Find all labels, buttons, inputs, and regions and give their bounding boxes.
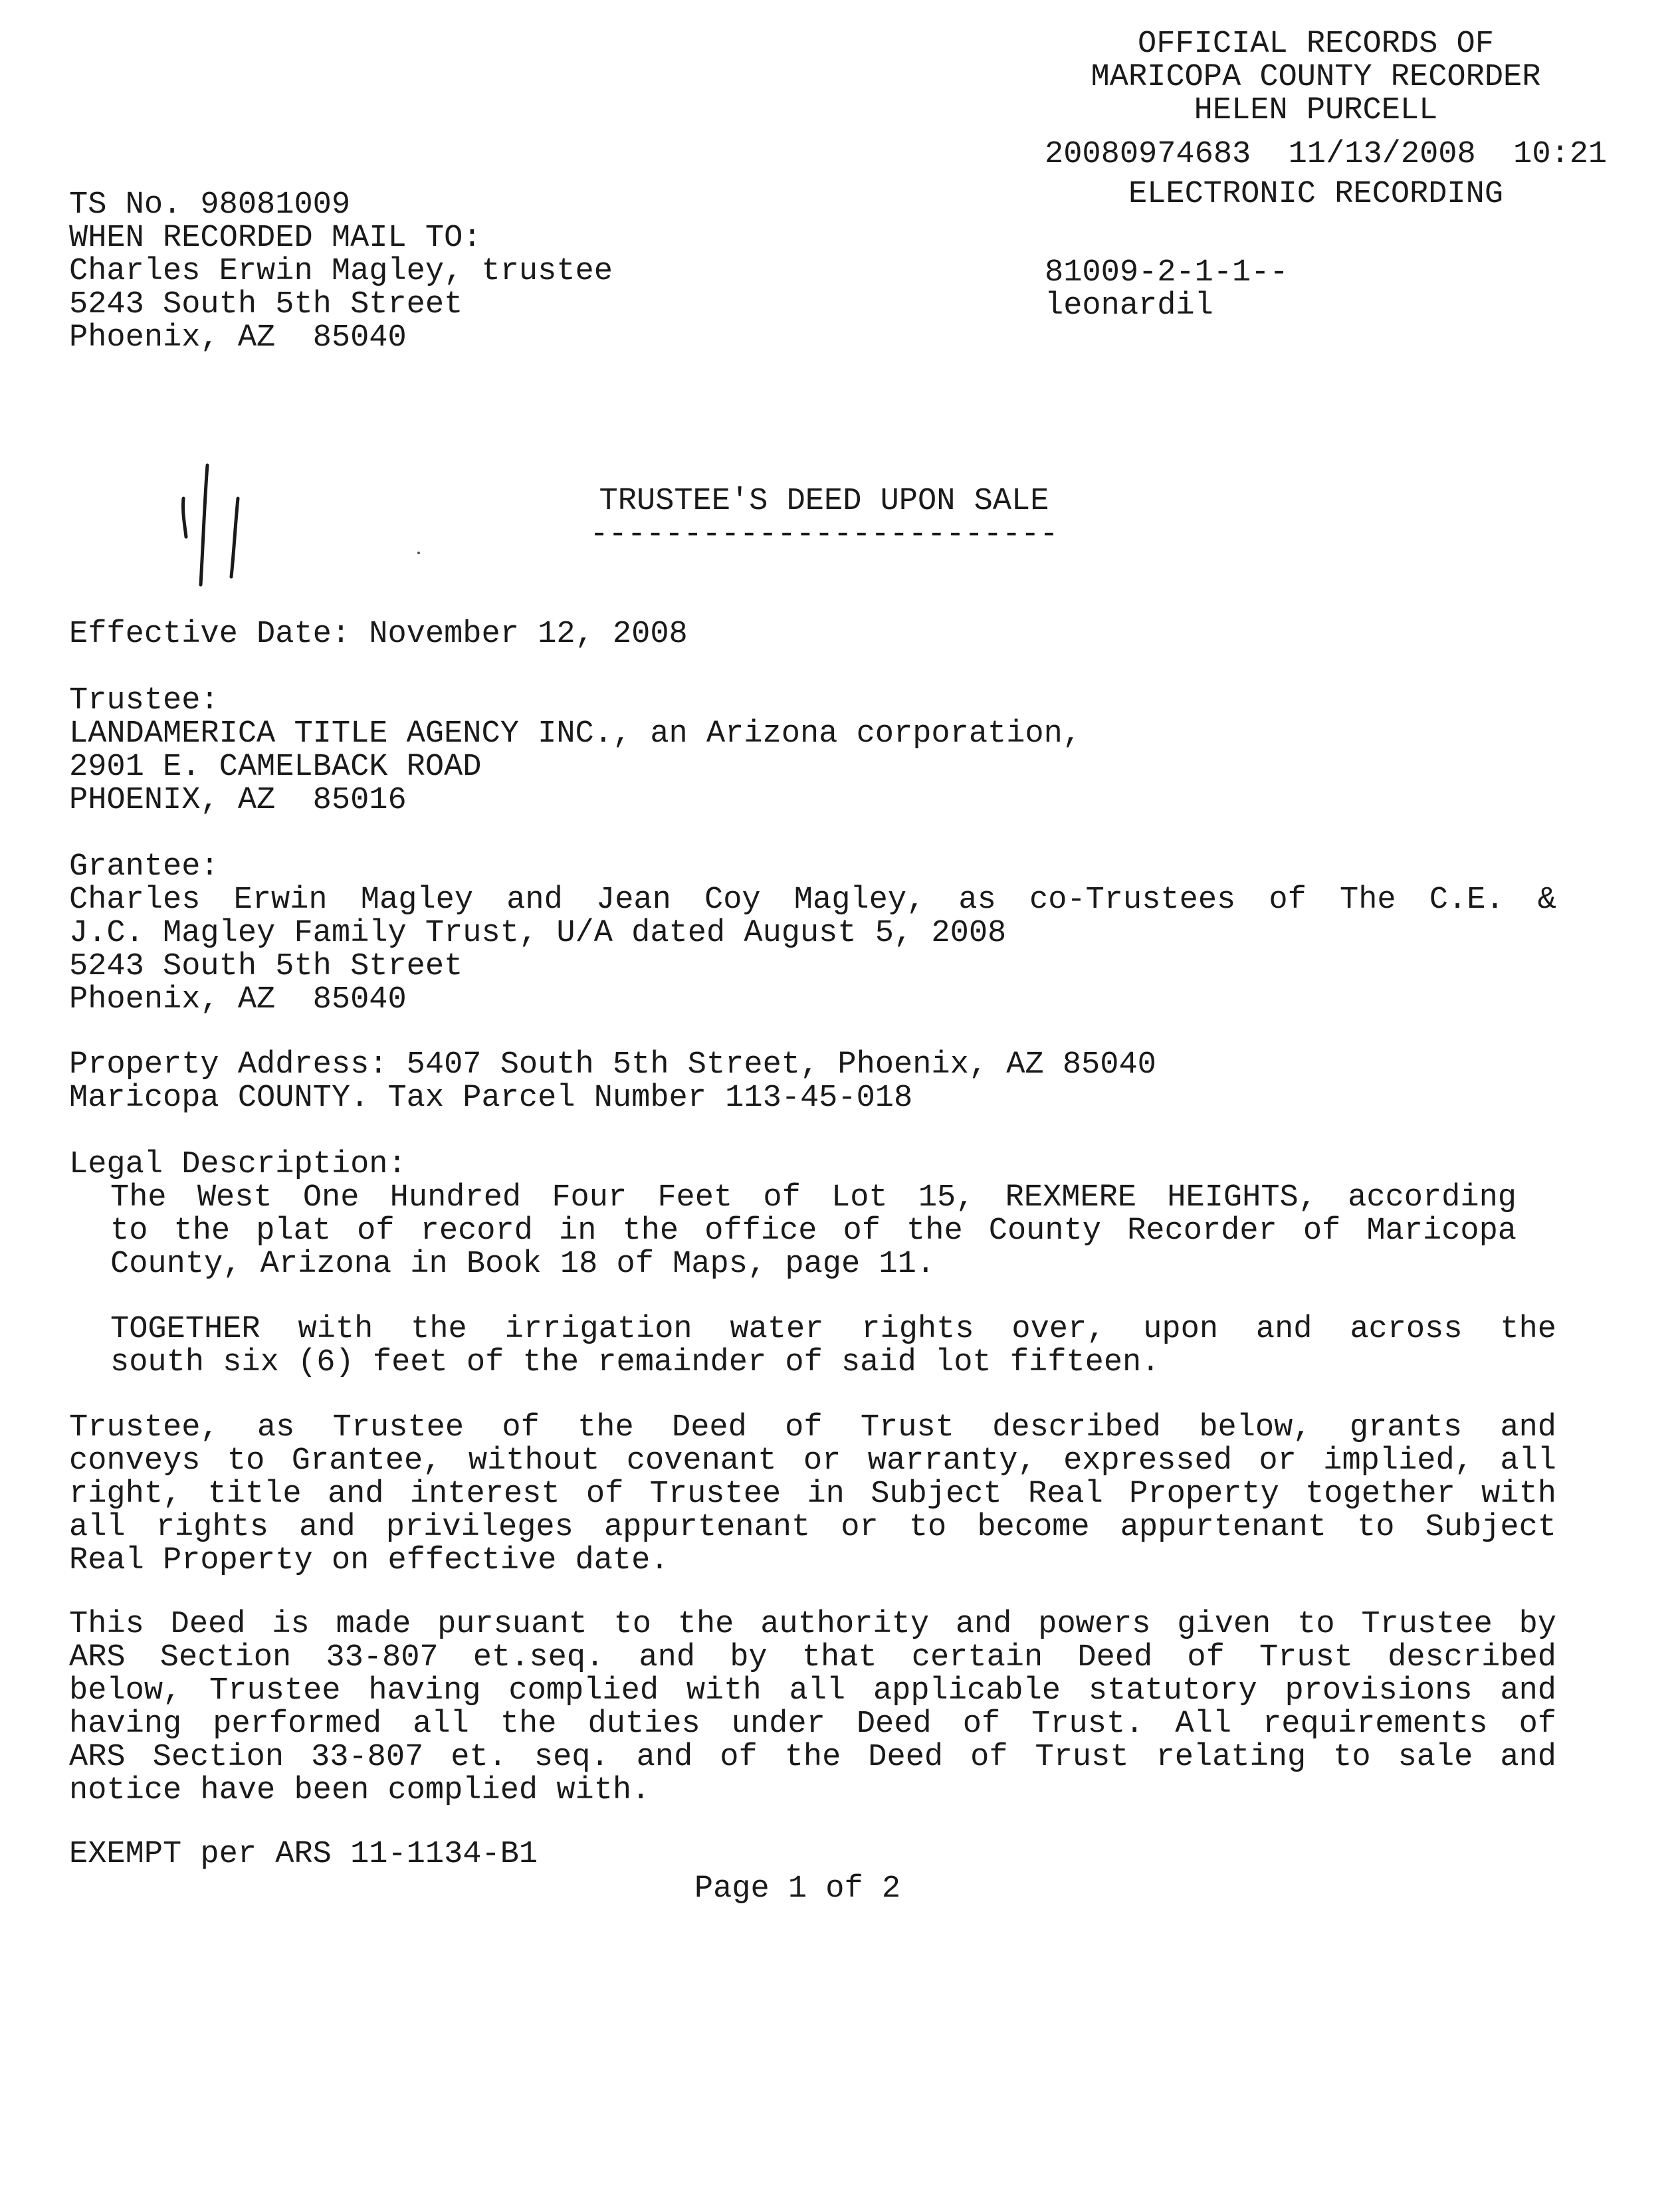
grantee-city: Phoenix, AZ 85040 <box>69 982 407 1017</box>
trustee-city: PHOENIX, AZ 85016 <box>69 783 407 818</box>
legal-description-paragraph <box>110 1182 1517 1281</box>
scan-speck <box>417 552 420 554</box>
operator-id: leonardil <box>1045 288 1213 324</box>
authority-clause <box>69 1608 1556 1808</box>
authority-clause-line: ARS Section 33-807 et.seq. and by that certain Deed of Trust described <box>69 1640 1556 1675</box>
page-indicator: Page 1 of 2 <box>694 1871 901 1907</box>
recorder-stamp-line: HELEN PURCELL <box>1194 93 1438 128</box>
authority-clause-line: This Deed is made pursuant to the authority and powers given to Trustee by <box>69 1607 1556 1642</box>
trustee-street: 2901 E. CAMELBACK ROAD <box>69 750 482 785</box>
grantee-address <box>69 950 463 1017</box>
tax-parcel: Maricopa COUNTY. Tax Parcel Number 113-45-018 <box>69 1081 913 1116</box>
legal-description-label: Legal Description: <box>69 1147 407 1182</box>
exemption-note: EXEMPT per ARS 11-1134-B1 <box>69 1837 538 1872</box>
grantee-name-line: Charles Erwin Magley and Jean Coy Magley, as co-Trustees of The C.E. & <box>69 883 1556 918</box>
trustee-label: Trustee: <box>69 683 219 718</box>
authority-clause-line: ARS Section 33-807 et. seq. and of the Deed of Trust relating to sale and <box>69 1740 1556 1775</box>
mail-to-city: Phoenix, AZ 85040 <box>69 320 407 356</box>
grant-clause-line: Trustee, as Trustee of the Deed of Trust described below, grants and <box>69 1410 1556 1445</box>
batch-code: 81009-2-1-1-- <box>1045 255 1289 290</box>
grantee-name <box>69 884 1556 950</box>
recording-number: 20080974683 11/13/2008 10:21 <box>1045 137 1608 172</box>
recorder-stamp-line: MARICOPA COUNTY RECORDER <box>1091 60 1541 95</box>
authority-clause-line: notice have been complied with. <box>69 1773 651 1808</box>
grantee-street: 5243 South 5th Street <box>69 949 463 984</box>
recording-type-label: ELECTRONIC RECORDING <box>1128 177 1504 212</box>
title-underline: ------------------------- <box>589 517 1059 552</box>
legal-description-line: County, Arizona in Book 18 of Maps, page 11. <box>110 1247 936 1282</box>
trustee-name: LANDAMERICA TITLE AGENCY INC., an Arizona corporation, <box>69 716 1082 752</box>
ts-number: TS No. 98081009 <box>69 187 351 223</box>
grant-clause-line: all rights and privileges appurtenant or to become appurtenant to Subject <box>69 1510 1556 1545</box>
handwritten-initials <box>174 392 254 625</box>
grantee-name-line: J.C. Magley Family Trust, U/A dated August 5, 2008 <box>69 916 1007 951</box>
grant-clause-line: Real Property on effective date. <box>69 1543 669 1578</box>
authority-clause-line: below, Trustee having complied with all applicable statutory provisions and <box>69 1673 1556 1709</box>
document-title-block <box>492 485 1156 552</box>
mail-to-heading: WHEN RECORDED MAIL TO: <box>69 221 482 256</box>
mail-to-name: Charles Erwin Magley, trustee <box>69 254 613 289</box>
return-address <box>69 189 613 355</box>
grant-clause-line: conveys to Grantee, without covenant or warranty, expressed or implied, all <box>69 1443 1556 1479</box>
mail-to-street: 5243 South 5th Street <box>69 287 463 322</box>
grant-clause <box>69 1412 1556 1578</box>
recorder-stamp <box>1023 28 1608 128</box>
property-address: Property Address: 5407 South 5th Street, Phoenix, AZ 85040 <box>69 1047 1156 1083</box>
recording-type <box>1023 178 1608 211</box>
recorder-stamp-line: OFFICIAL RECORDS OF <box>1138 27 1494 62</box>
authority-clause-line: having performed all the duties under Deed of Trust. All requirements of <box>69 1707 1556 1742</box>
water-rights-paragraph <box>110 1313 1556 1380</box>
grantee-label-block <box>69 851 219 884</box>
legal-description-line: to the plat of record in the office of the County Recorder of Maricopa <box>110 1213 1517 1249</box>
grant-clause-line: right, title and interest of Trustee in Subject Real Property together with <box>69 1477 1556 1512</box>
grantee-label: Grantee: <box>69 849 219 885</box>
legal-description-line: The West One Hundred Four Feet of Lot 15, REXMERE HEIGHTS, according <box>110 1180 1517 1215</box>
water-rights-line: TOGETHER with the irrigation water rights over, upon and across the <box>110 1312 1556 1347</box>
document-title: TRUSTEE'S DEED UPON SALE <box>599 484 1049 519</box>
water-rights-line: south six (6) feet of the remainder of said lot fifteen. <box>110 1345 1160 1380</box>
effective-date: Effective Date: November 12, 2008 <box>69 617 688 652</box>
trustee-block <box>69 684 1081 817</box>
property-block <box>69 1049 1156 1115</box>
